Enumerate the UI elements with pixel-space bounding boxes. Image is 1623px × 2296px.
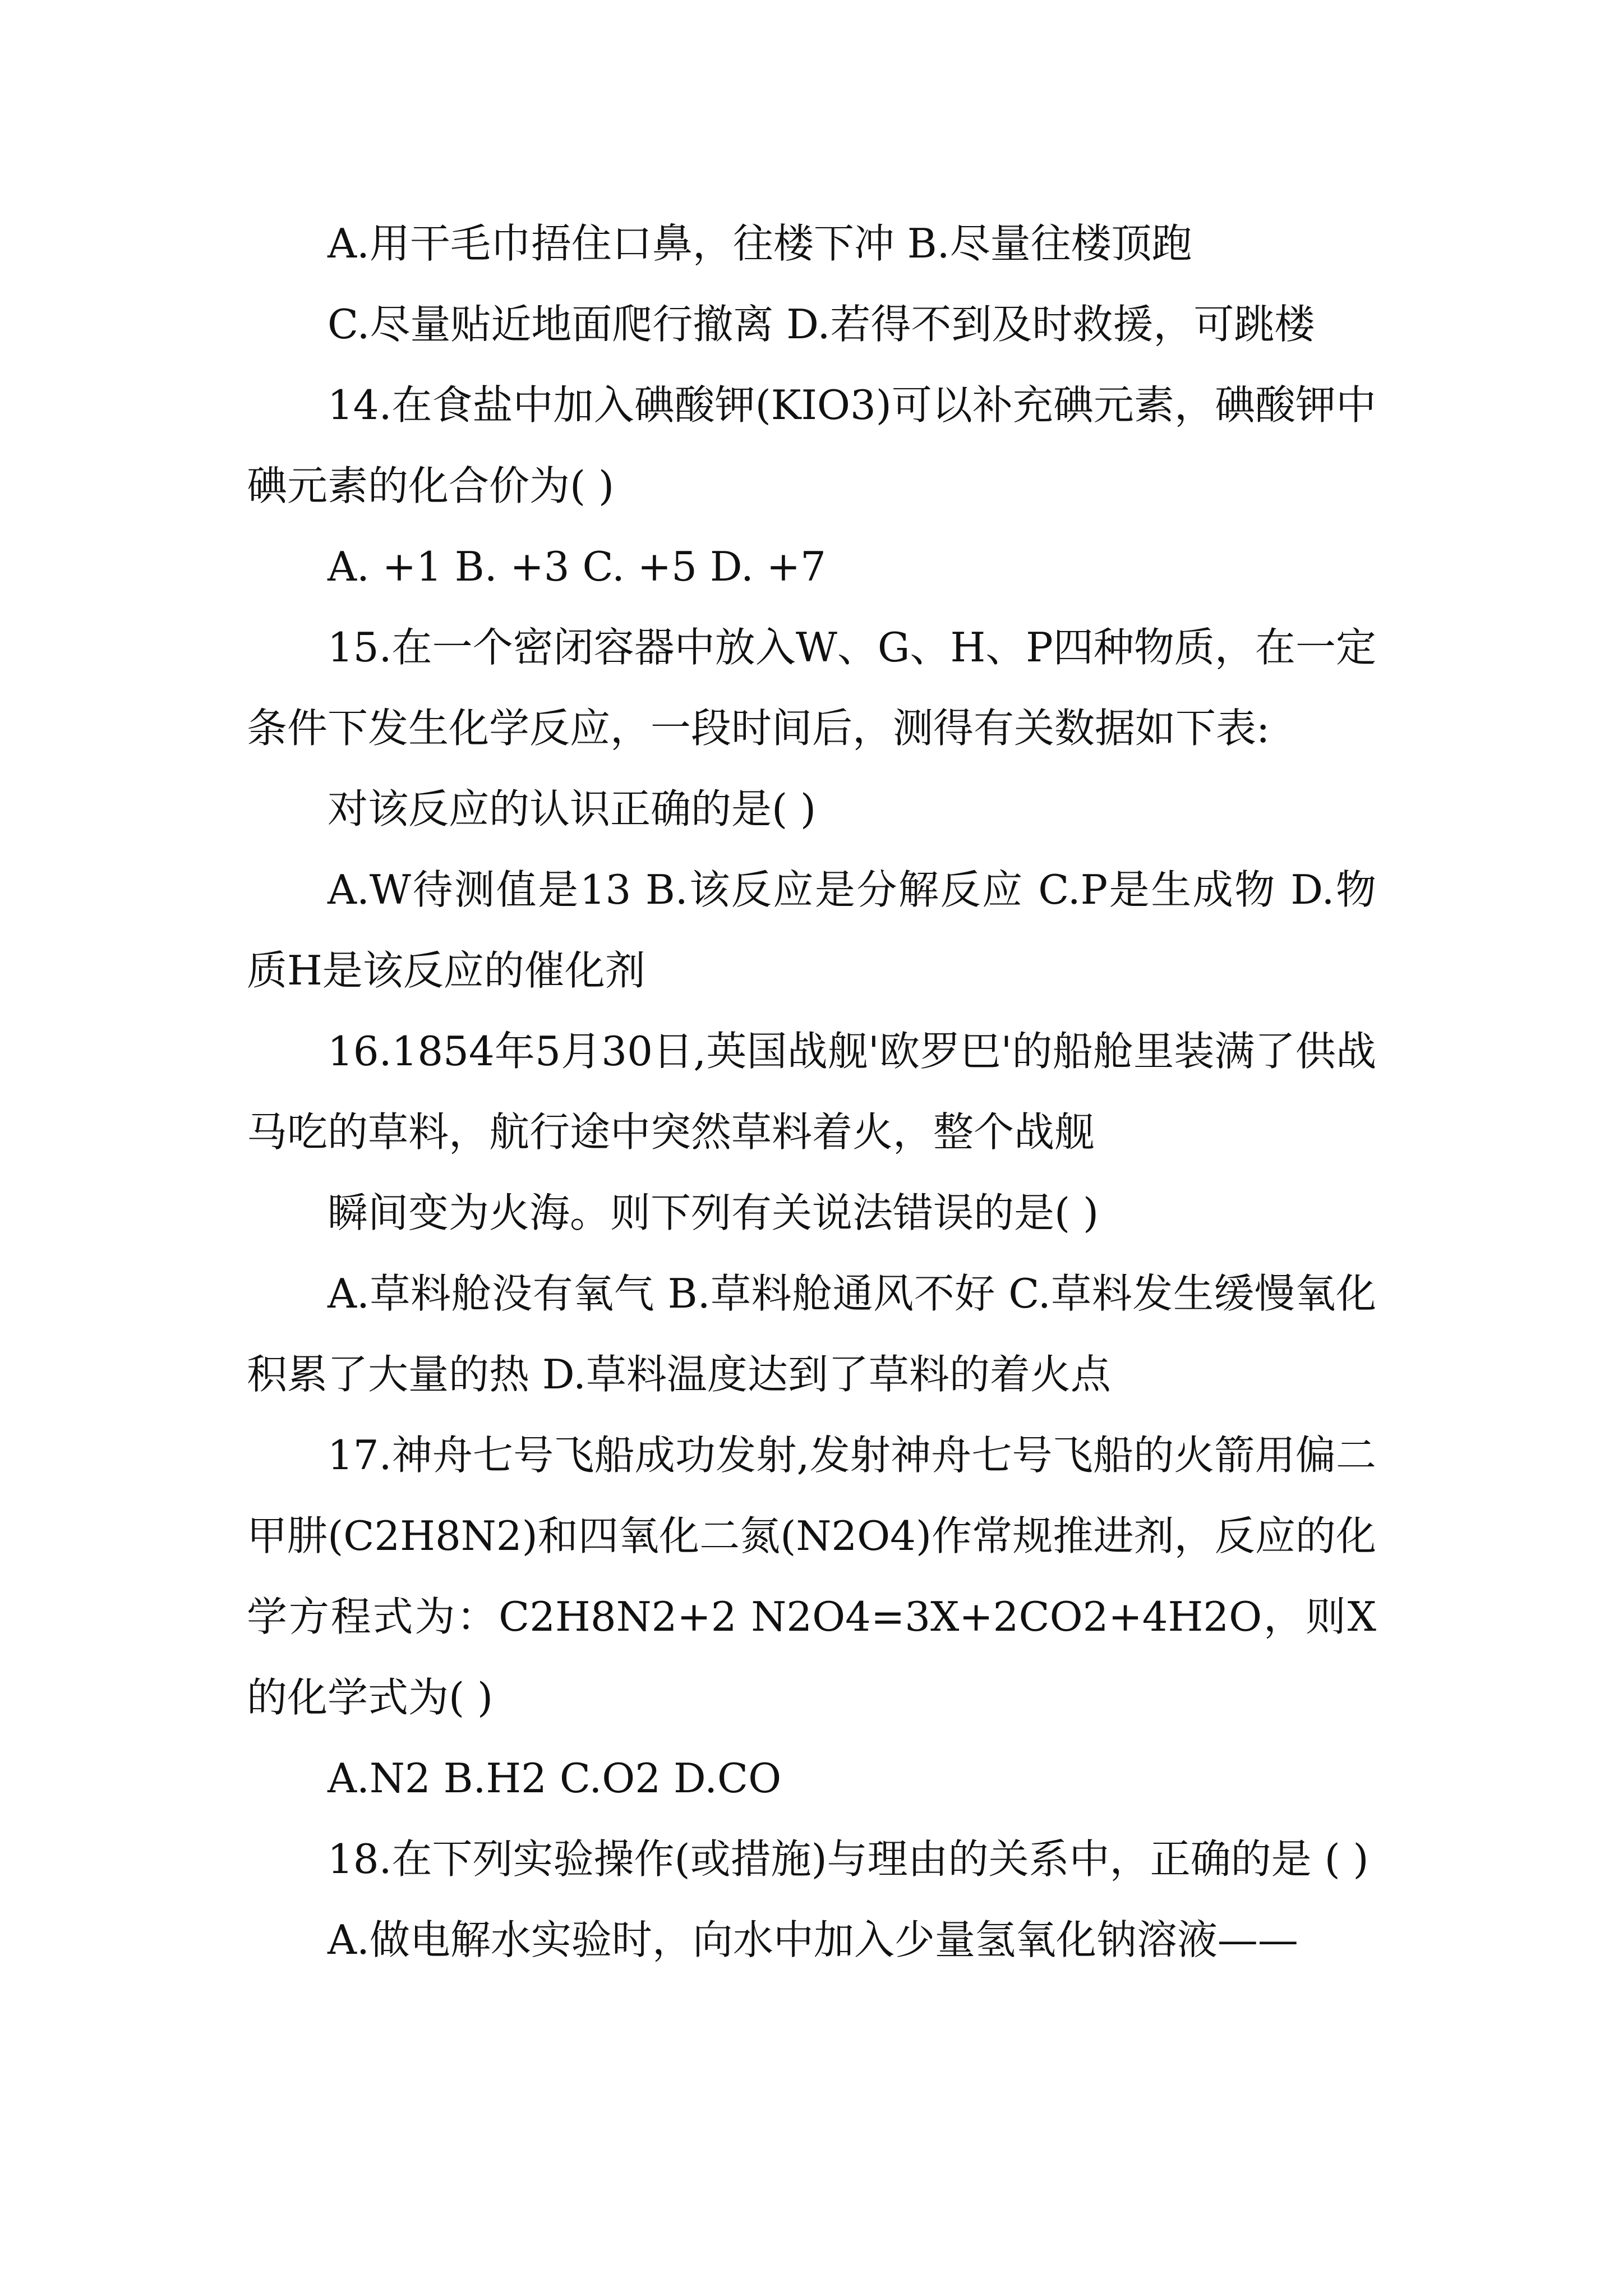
paragraph-q16-question: 16.1854年5月30日,英国战舰'欧罗巴'的船舱里装满了供战马吃的草料，航行途中突然草料着火，整个战舰 — [247, 1028, 1376, 1156]
paragraph-q15-question: 15.在一个密闭容器中放入W、G、H、P四种物质，在一定条件下发生化学反应，一段时间后，测得有关数据如下表: — [247, 624, 1376, 752]
paragraph-q18-option-a: A.做电解水实验时，向水中加入少量氢氧化钠溶液—— — [328, 1916, 1298, 1963]
paragraph-q14-options: A. +1 B. +3 C. +5 D. +7 — [328, 543, 826, 590]
paragraph-q16-options: A.草料舱没有氧气 B.草料舱通风不好 C.草料发生缓慢氧化积累了大量的热 D.草料温度达到了草料的着火点 — [247, 1270, 1376, 1398]
document-page — [247, 203, 1376, 1980]
paragraph-q15-prompt: 对该反应的认识正确的是( ) — [328, 785, 817, 832]
paragraph-q15-options: A.W待测值是13 B.该反应是分解反应 C.P是生成物 D.物质H是该反应的催化剂 — [247, 866, 1376, 994]
paragraph-q13-options-cd: C.尽量贴近地面爬行撤离 D.若得不到及时救援，可跳楼 — [328, 301, 1315, 348]
paragraph-q17-question: 17.神舟七号飞船成功发射,发射神舟七号飞船的火箭用偏二甲肼(C2H8N2)和四氧化二氮(N2O4)作常规推进剂，反应的化学方程式为：C2H8N2+2 N2O4=3X+2CO2+4H2O，则X的化学式为( ) — [247, 1432, 1376, 1721]
paragraph-q14-question: 14.在食盐中加入碘酸钾(KIO3)可以补充碘元素，碘酸钾中碘元素的化合价为( ) — [247, 381, 1376, 509]
paragraph-q18-question: 18.在下列实验操作(或措施)与理由的关系中，正确的是 ( ) — [328, 1835, 1369, 1883]
paragraph-q13-options-ab: A.用干毛巾捂住口鼻，往楼下冲 B.尽量往楼顶跑 — [328, 220, 1192, 267]
paragraph-q17-options: A.N2 B.H2 C.O2 D.CO — [328, 1755, 782, 1802]
paragraph-q16-continuation: 瞬间变为火海。则下列有关说法错误的是( ) — [328, 1189, 1099, 1236]
